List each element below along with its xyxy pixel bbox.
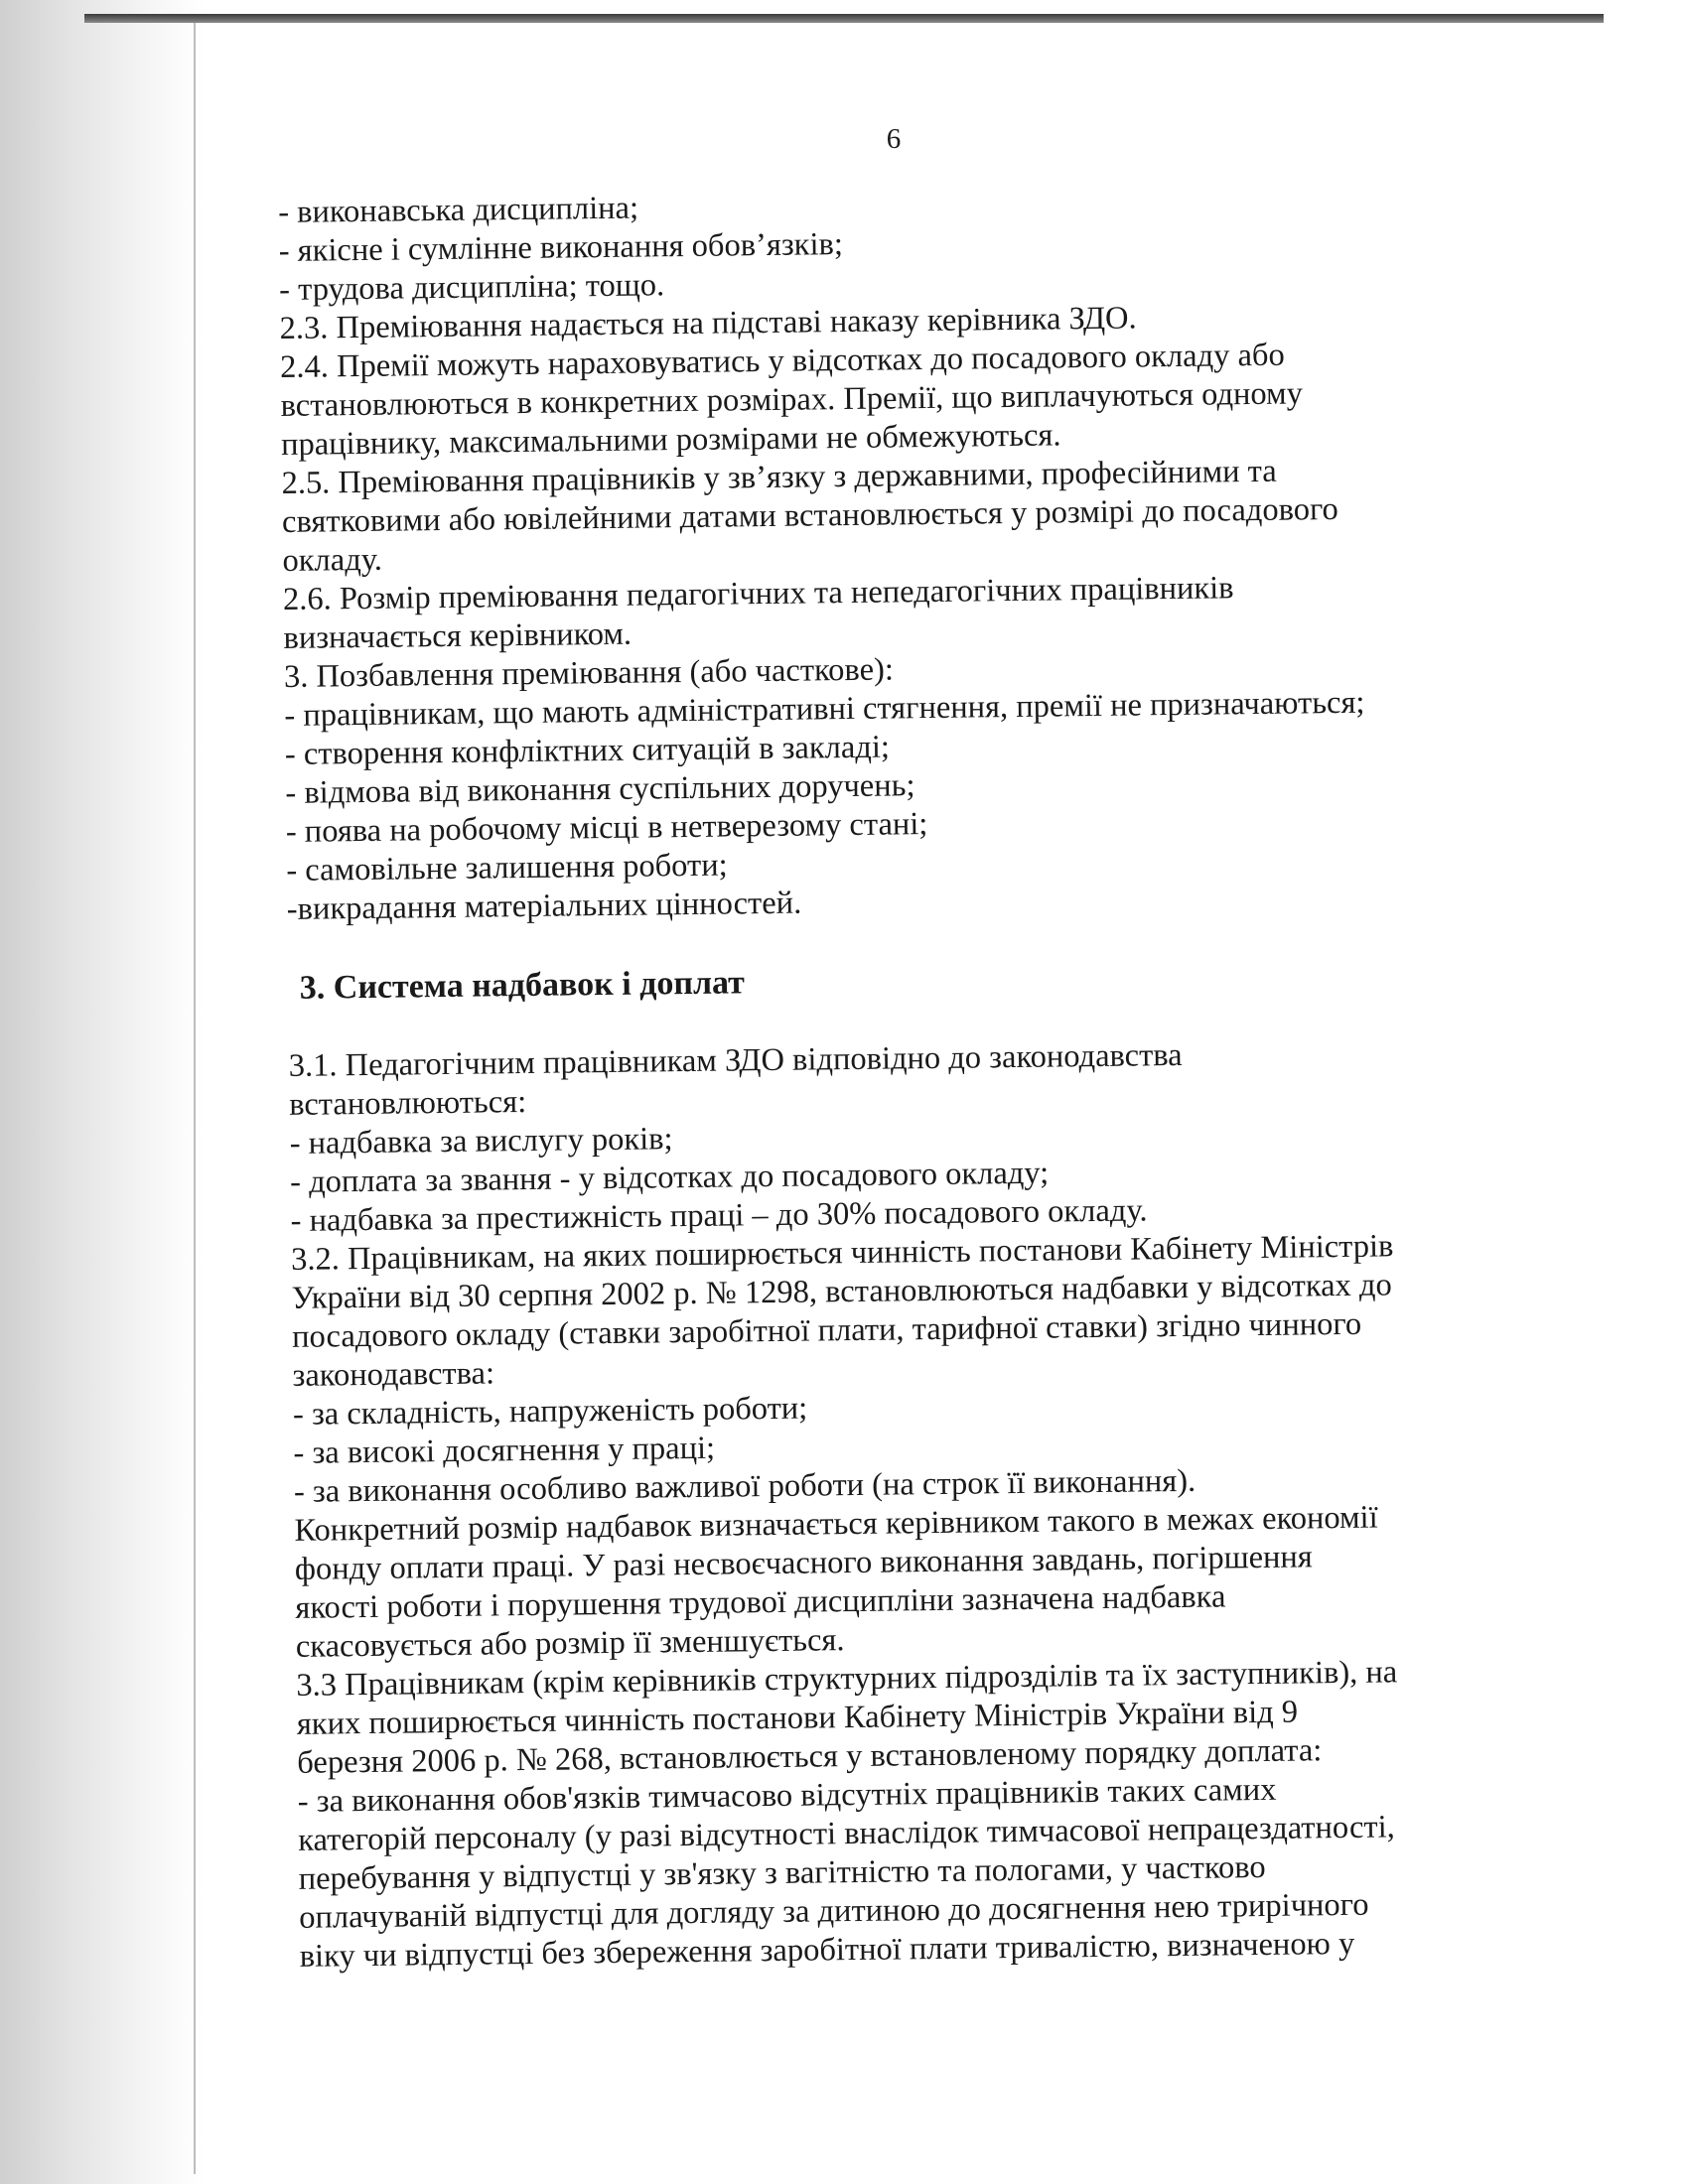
section-3-text xyxy=(289,1031,1601,1977)
text-line: святковими або ювілейними датами встановлюється у розмірі до посадового xyxy=(281,490,1338,540)
text-line: - за складність, напруженість роботи; xyxy=(292,1390,808,1433)
text-line: - поява на робочому місці в нетверезому стані; xyxy=(285,806,928,850)
text-line: Конкретний розмір надбавок визначається керівником такого в межах економії xyxy=(294,1499,1378,1549)
text-line: - трудова дисципліна; тощо. xyxy=(278,267,665,308)
text-line: - виконавська дисципліна; xyxy=(278,190,639,230)
text-line: 2.5. Преміювання працівників у зв’язку з державними, професійними та xyxy=(281,453,1277,501)
text-line: яких поширюється чинність постанови Кабінету Міністрів України від 9 xyxy=(296,1694,1299,1742)
text-line: - якісне і сумлінне виконання обов’язків; xyxy=(278,226,844,269)
text-line: - за виконання обов'язків тимчасово відсутніх працівників таких самих xyxy=(297,1771,1277,1820)
text-line: 3.3 Працівникам (крім керівників структурних підрозділів та їх заступників), на xyxy=(296,1654,1398,1704)
text-line: окладу. xyxy=(282,541,383,579)
text-line: - працівникам, що мають адміністративні стягнення, премії не призначаються; xyxy=(284,684,1365,734)
text-line: 2.6. Розмір преміювання педагогічних та непедагогічних працівників xyxy=(282,570,1234,617)
text-line: 3.2. Працівникам, на яких поширюється чинність постанови Кабінету Міністрів xyxy=(290,1228,1394,1278)
text-line: визначається керівником. xyxy=(283,615,633,656)
text-line: працівнику, максимальними розмірами не обмежуються. xyxy=(280,417,1061,463)
text-line: посадового окладу (ставки заробітної плати, тарифної ставки) згідно чинного xyxy=(291,1305,1362,1355)
document-body xyxy=(278,178,1601,1977)
text-line: - створення конфліктних ситуацій в закладі; xyxy=(284,729,891,772)
text-line: якості роботи і порушення трудової дисципліни зазначена надбавка xyxy=(295,1578,1226,1626)
text-line: - доплата за звання - у відсотках до посадового окладу; xyxy=(289,1155,1050,1200)
text-line: 2.3. Преміювання надається на підставі наказу керівника ЗДО. xyxy=(279,300,1137,346)
text-line: - надбавка за престижність праці – до 30% посадового окладу. xyxy=(290,1192,1148,1239)
text-line: -викрадання матеріальних цінностей. xyxy=(286,885,802,927)
scan-binding-line xyxy=(194,20,196,2174)
text-line: 2.4. Премії можуть нараховуватись у відсотках до посадового окладу або xyxy=(279,337,1285,385)
text-line: - надбавка за вислугу років; xyxy=(289,1121,673,1161)
text-line: законодавства: xyxy=(292,1355,495,1394)
text-line: перебування у відпустці у зв'язку з вагітністю та пологами, у частково xyxy=(298,1848,1266,1897)
text-line: фонду оплати праці. У разі несвоєчасного виконання завдань, погіршення xyxy=(294,1539,1313,1587)
text-line: - за високі досягнення у праці; xyxy=(293,1430,716,1471)
text-line: оплачуваній відпустці для догляду за дитиною до досягнення нею трирічного xyxy=(299,1886,1369,1936)
text-line: березня 2006 р. № 268, встановлюється у встановленому порядку доплата: xyxy=(297,1732,1323,1781)
text-line: віку чи відпустці без збереження заробітної плати тривалістю, визначеною у xyxy=(299,1925,1355,1975)
text-line: 3. Позбавлення преміювання (або часткове): xyxy=(283,651,895,695)
text-line: 3.1. Педагогічним працівникам ЗДО відповідно до законодавства xyxy=(288,1036,1183,1084)
scan-top-bar xyxy=(84,14,1604,23)
text-line: - самовільне залишення роботи; xyxy=(286,847,728,888)
text-line: категорій персоналу (у разі відсутності внаслідок тимчасової непрацездатності, xyxy=(298,1809,1395,1858)
section-2-text xyxy=(278,178,1588,929)
text-line: скасовується або розмір її зменшується. xyxy=(295,1622,845,1665)
page-number: 6 xyxy=(886,123,902,155)
scan-left-edge xyxy=(0,0,204,2184)
text-line: встановлюються в конкретних розмірах. Премії, що виплачуються одному xyxy=(280,375,1304,424)
section-3-heading: 3. Система надбавок і доплат xyxy=(299,964,746,1007)
text-line: встановлюються: xyxy=(288,1084,527,1123)
text-line: України від 30 серпня 2002 р. № 1298, встановлюються надбавки у відсотках до xyxy=(291,1267,1392,1316)
text-line: - відмова від виконання суспільних доручень; xyxy=(285,767,915,811)
text-line: - за виконання особливо важливої роботи (на строк її виконання). xyxy=(293,1462,1196,1510)
